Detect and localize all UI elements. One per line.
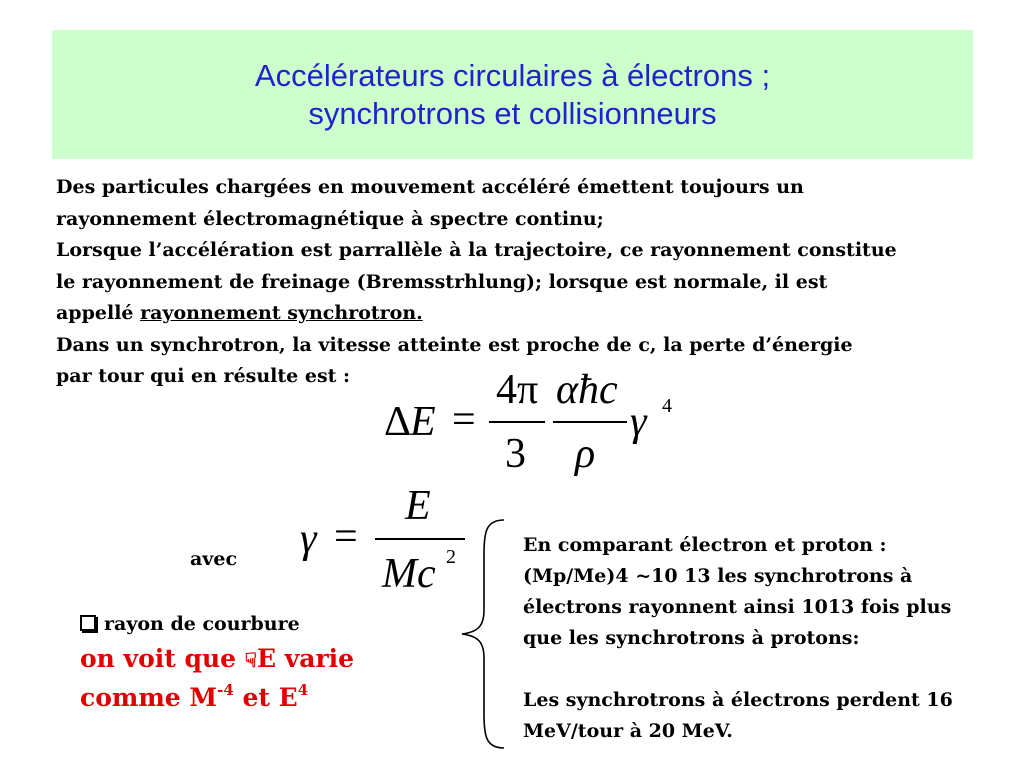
avec-label: avec <box>190 548 238 570</box>
intro-line-2: rayonnement électromagnétique à spectre continu; <box>56 207 604 230</box>
intro-line-1: Des particules chargées en mouvement accéléré émettent toujours un <box>56 176 804 198</box>
right-note-line-5: Les synchrotrons à électrons perdent 16 <box>523 689 953 711</box>
gamma-symbol-2: γ <box>300 516 317 562</box>
slide-title <box>52 30 973 159</box>
fraction-1-bar <box>489 421 545 423</box>
scaling-note-line-2 <box>80 679 354 717</box>
scaling-note-line-1 <box>80 640 354 679</box>
title-line-1: Accélérateurs circulaires à électrons ; <box>254 57 771 93</box>
left-notes <box>80 608 354 717</box>
right-notes <box>523 530 953 747</box>
right-note-line-4: que les synchrotrons à protons: <box>523 627 860 649</box>
intro-paragraph <box>56 172 976 393</box>
bullet-curvature-radius <box>80 608 354 640</box>
intro-line-5 <box>56 298 976 330</box>
scaling-note-suffix: E varie <box>256 644 355 673</box>
title-line-2: synchrotrons et collisionneurs <box>308 95 717 131</box>
right-note-line-3: électrons rayonnent ainsi 1013 fois plus <box>523 596 952 618</box>
checkbox-icon <box>80 615 96 631</box>
fraction-1-numerator: 4π <box>496 367 539 413</box>
energy-symbol: E <box>410 399 436 445</box>
right-note-line-2: (Mp/Me)4 ~10 13 les synchrotrons à <box>523 565 913 587</box>
intro-line-7: par tour qui en résulte est : <box>56 365 351 387</box>
equals-sign-2: = <box>334 514 358 560</box>
bullet-text: rayon de courbure <box>104 613 300 635</box>
synchrotron-term: rayonnement synchrotron. <box>140 302 423 324</box>
mass-c-denominator: Mc <box>382 551 436 597</box>
mass-exponent: -4 <box>217 681 234 699</box>
c-squared-exponent: 2 <box>446 546 456 568</box>
pointing-hand-icon: ☟ <box>244 648 257 672</box>
fraction-2-denominator: ρ <box>575 431 596 477</box>
intro-line-4: le rayonnement de freinage (Bremsstrhlung); lorsque est normale, il est <box>56 270 828 293</box>
right-note-spacer <box>523 654 953 685</box>
right-note-line-1: En comparant électron et proton : <box>523 534 887 556</box>
intro-line-3: Lorsque l’accélération est parrallèle à la trajectoire, ce rayonnement constitue <box>56 239 897 261</box>
intro-line-5-prefix: appellé <box>56 302 141 324</box>
scaling-note-prefix: on voit que <box>80 644 245 673</box>
right-note-line-6: MeV/tour à 20 MeV. <box>523 720 733 742</box>
equals-sign: = <box>452 397 476 443</box>
scaling-mass-text: comme M <box>80 683 218 712</box>
gamma-exponent: 4 <box>662 395 672 417</box>
gamma-fraction-bar <box>375 538 465 540</box>
fraction-2-bar <box>553 421 627 423</box>
curly-brace-icon <box>458 518 508 750</box>
energy-numerator: E <box>405 483 431 529</box>
gamma-symbol: γ <box>630 399 647 445</box>
fraction-2-numerator: αħc <box>556 367 618 413</box>
intro-line-6: Dans un synchrotron, la vitesse atteinte est proche de c, la perte d’énergie <box>56 333 853 356</box>
delta-symbol: Δ <box>384 399 412 445</box>
fraction-1-denominator: 3 <box>505 431 526 477</box>
energy-exponent: 4 <box>297 681 309 699</box>
scaling-energy-text: et E <box>233 683 298 712</box>
